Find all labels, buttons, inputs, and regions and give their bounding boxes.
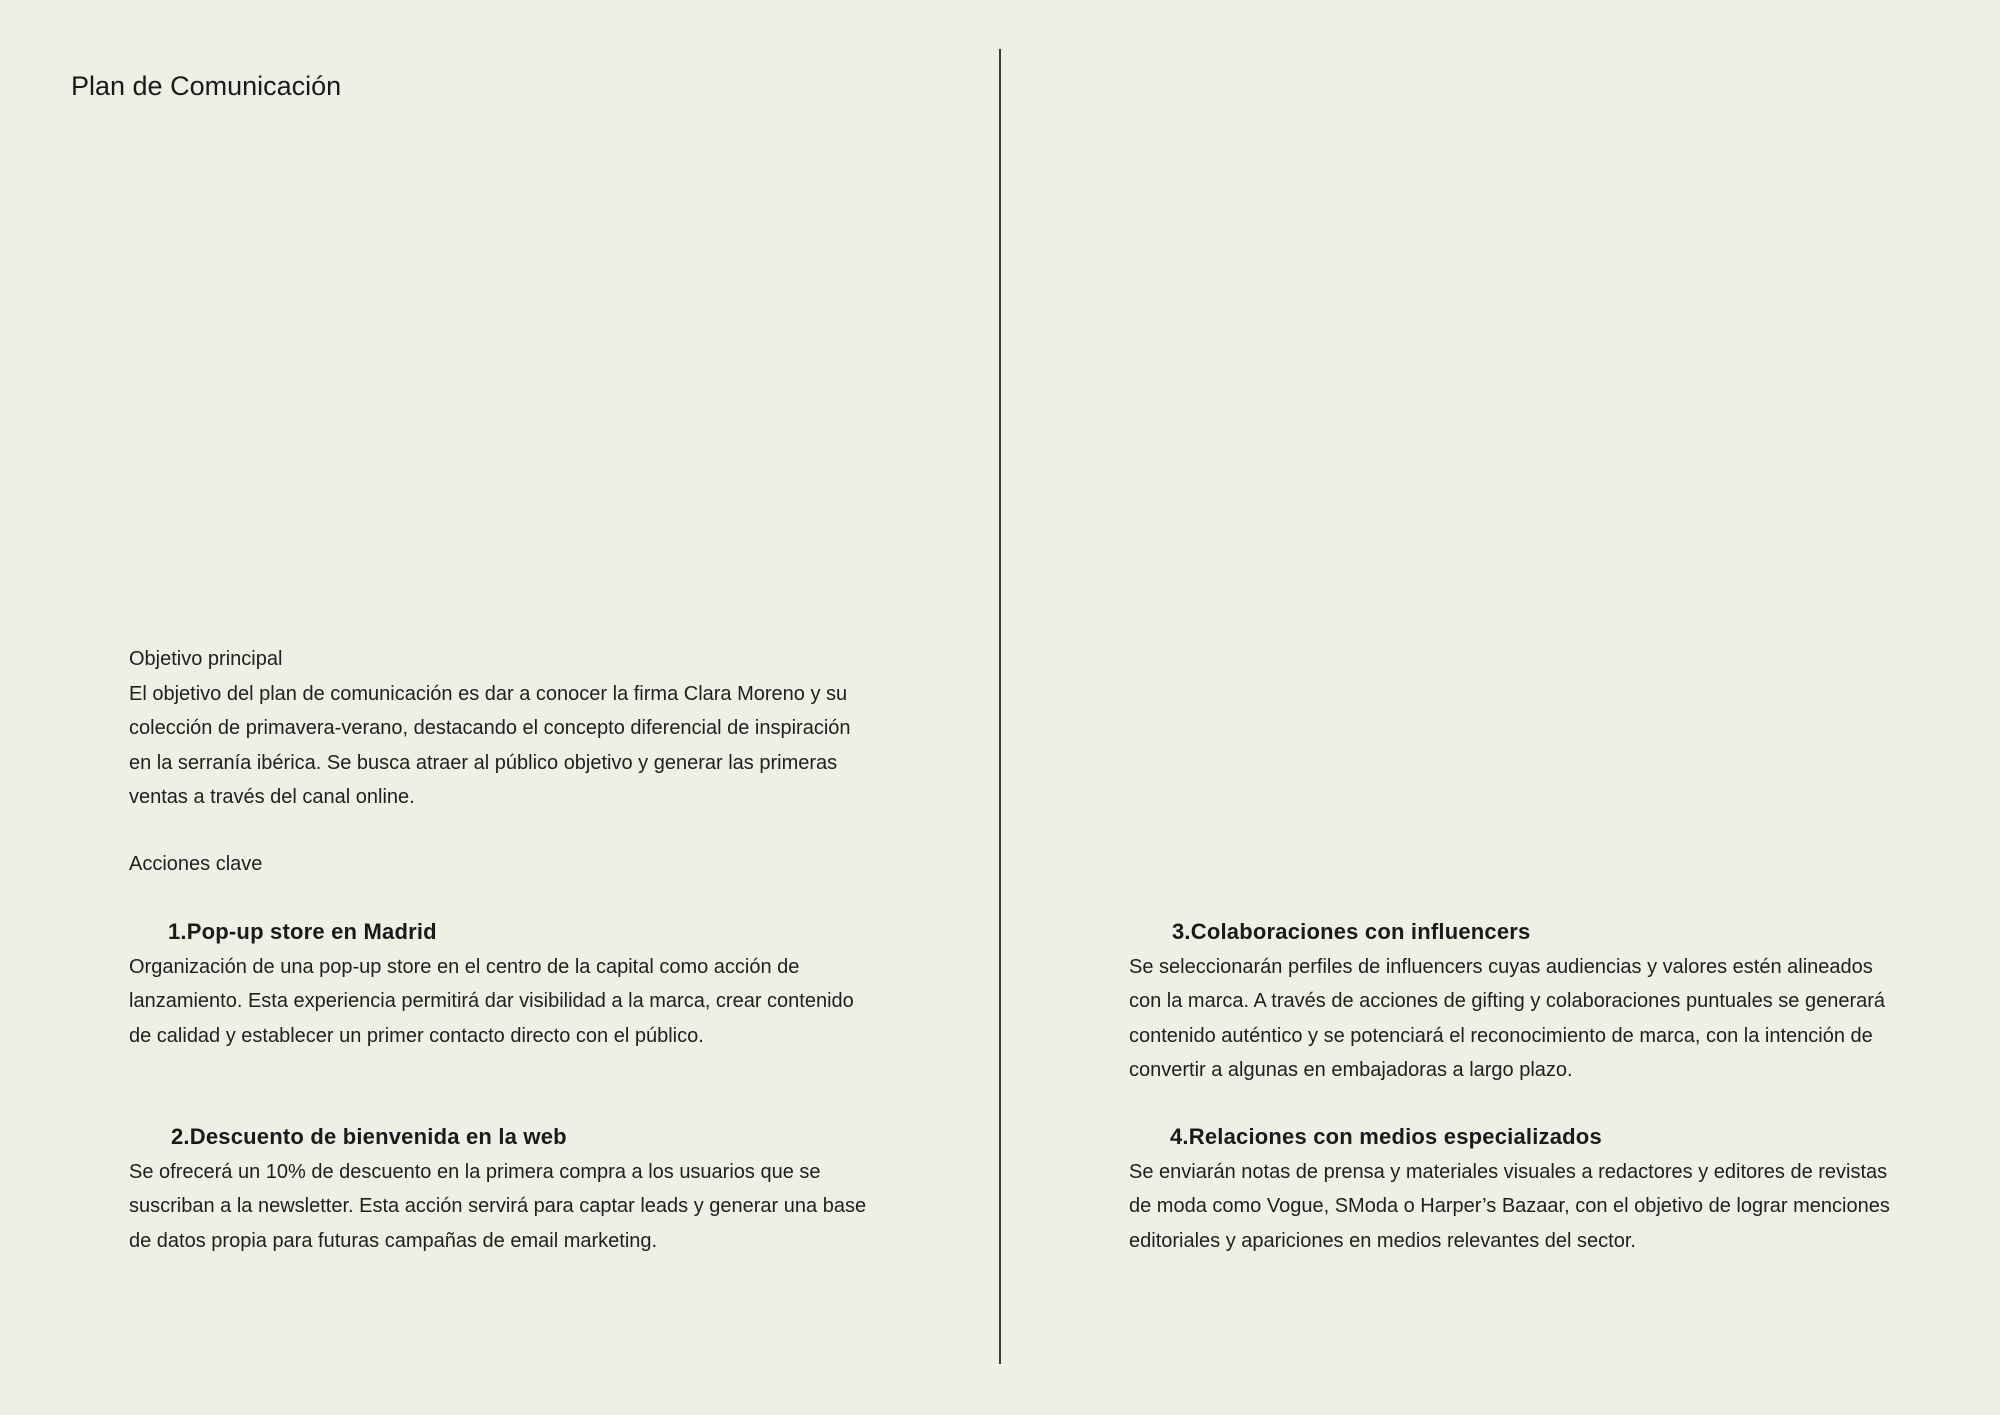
actions-heading: Acciones clave [129, 853, 263, 875]
action-paragraph: Organización de una pop-up store en el centro de la capital como acción de lanzamiento. Esta experiencia permitirá dar visibilidad a la marca, crear contenido de calidad y establecer un primer contacto directo con el público. [129, 956, 854, 1047]
objective-heading: Objetivo principal [129, 648, 283, 670]
action-paragraph: Se ofrecerá un 10% de descuento en la primera compra a los usuarios que se suscriban a la newsletter. Esta acción servirá para captar leads y generar una base de datos propia para futuras campañas de email marketing. [129, 1161, 867, 1252]
action-text-welcome-discount [129, 1155, 869, 1258]
action-paragraph: Se seleccionarán perfiles de influencers cuyas audiencias y valores estén alineados con la marca. A través de acciones de gifting y colaboraciones puntuales se generará contenido auténtico y se potenciará el reconocimiento de marca, con la intención de convertir a algunas en embajadoras a largo plazo. [1129, 956, 1886, 1081]
center-divider [999, 49, 1001, 1364]
page-title: Plan de Comunicación [71, 71, 342, 101]
action-text-influencers [1129, 950, 1909, 1087]
action-title-welcome-discount: 2.Descuento de bienvenida en la web [171, 1124, 567, 1149]
objective-paragraph: El objetivo del plan de comunicación es dar a conocer la firma Clara Moreno y su colección de primavera-verano, destacando el concepto diferencial de inspiración en la serranía ibérica. Se busca atraer al público objetivo y generar las primeras ventas a través del canal online. [129, 683, 851, 808]
objective-text [129, 677, 869, 814]
action-text-popup-store [129, 950, 869, 1053]
action-title-influencers: 3.Colaboraciones con influencers [1172, 919, 1531, 944]
action-paragraph: Se enviarán notas de prensa y materiales visuales a redactores y editores de revistas de moda como Vogue, SModa o Harper’s Bazaar, con el objetivo de lograr menciones editoriales y apariciones en medios relevantes del sector. [1129, 1161, 1890, 1252]
action-text-media-relations [1129, 1155, 1914, 1258]
action-title-popup-store: 1.Pop-up store en Madrid [168, 919, 437, 944]
action-title-media-relations: 4.Relaciones con medios especializados [1170, 1124, 1602, 1149]
